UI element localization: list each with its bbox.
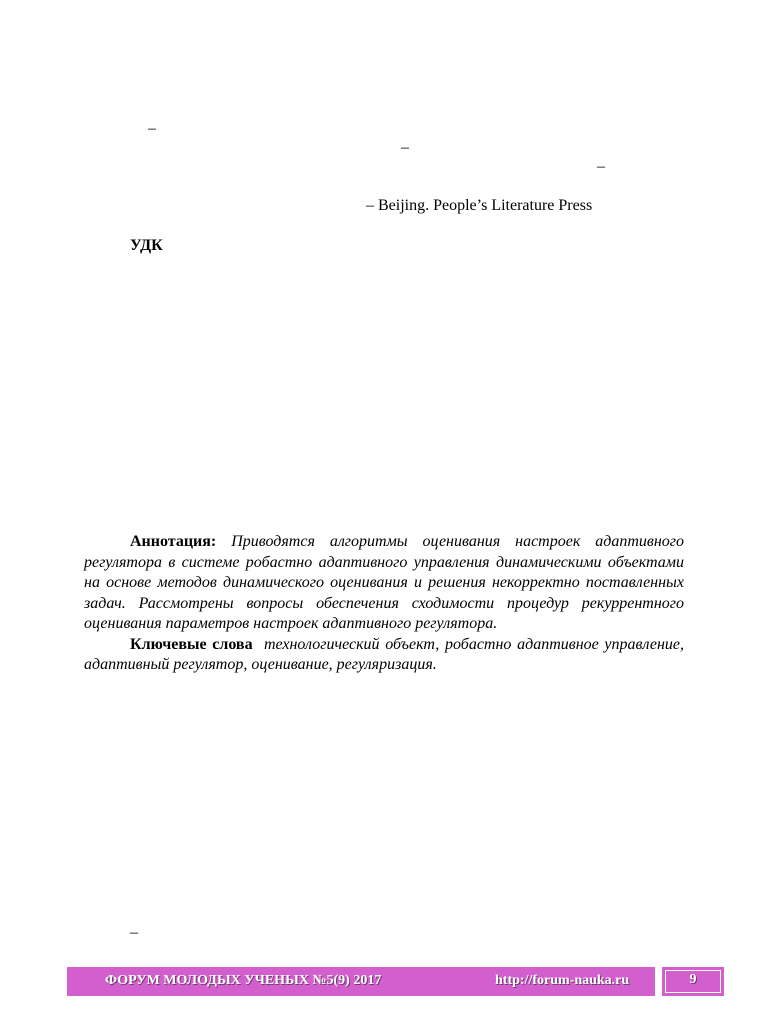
- abstract-block: [84, 532, 684, 676]
- footer-bar: [67, 967, 655, 996]
- page-number: 9: [689, 972, 697, 987]
- footer-journal-title: ФОРУМ МОЛОДЫХ УЧЕНЫХ №5(9) 2017: [105, 973, 382, 988]
- page-number-box: [662, 967, 724, 996]
- footer-url-link[interactable]: http://forum-nauka.ru: [495, 973, 630, 988]
- dash-mark-4: –: [130, 924, 138, 941]
- keywords-text: технологический объект, робастно адаптивное управление, адаптивный регулятор, оценивание, регуляризация.: [84, 635, 684, 673]
- abstract-paragraph: [84, 532, 684, 635]
- udk-label: УДК: [130, 237, 163, 254]
- dash-mark-3: –: [597, 158, 605, 175]
- keywords-label: Ключевые слова: [130, 635, 253, 653]
- abstract-label: Аннотация:: [130, 533, 217, 550]
- dash-mark-2: –: [401, 139, 409, 156]
- keywords-paragraph: [84, 635, 684, 676]
- reference-line: – Beijing. People’s Literature Press: [366, 197, 593, 214]
- dash-mark-1: –: [148, 120, 156, 137]
- abstract-text: Приводятся алгоритмы оценивания настроек адаптивного регулятора в системе робастно адаптивного управления динамическими объектами на основе методов динамического оценивания и решения некорректно поставленных задач. Рассмотрены вопросы обеспечения сходимости процедур рекуррентного оценивания параметров настроек адаптивного регулятора.: [84, 533, 684, 632]
